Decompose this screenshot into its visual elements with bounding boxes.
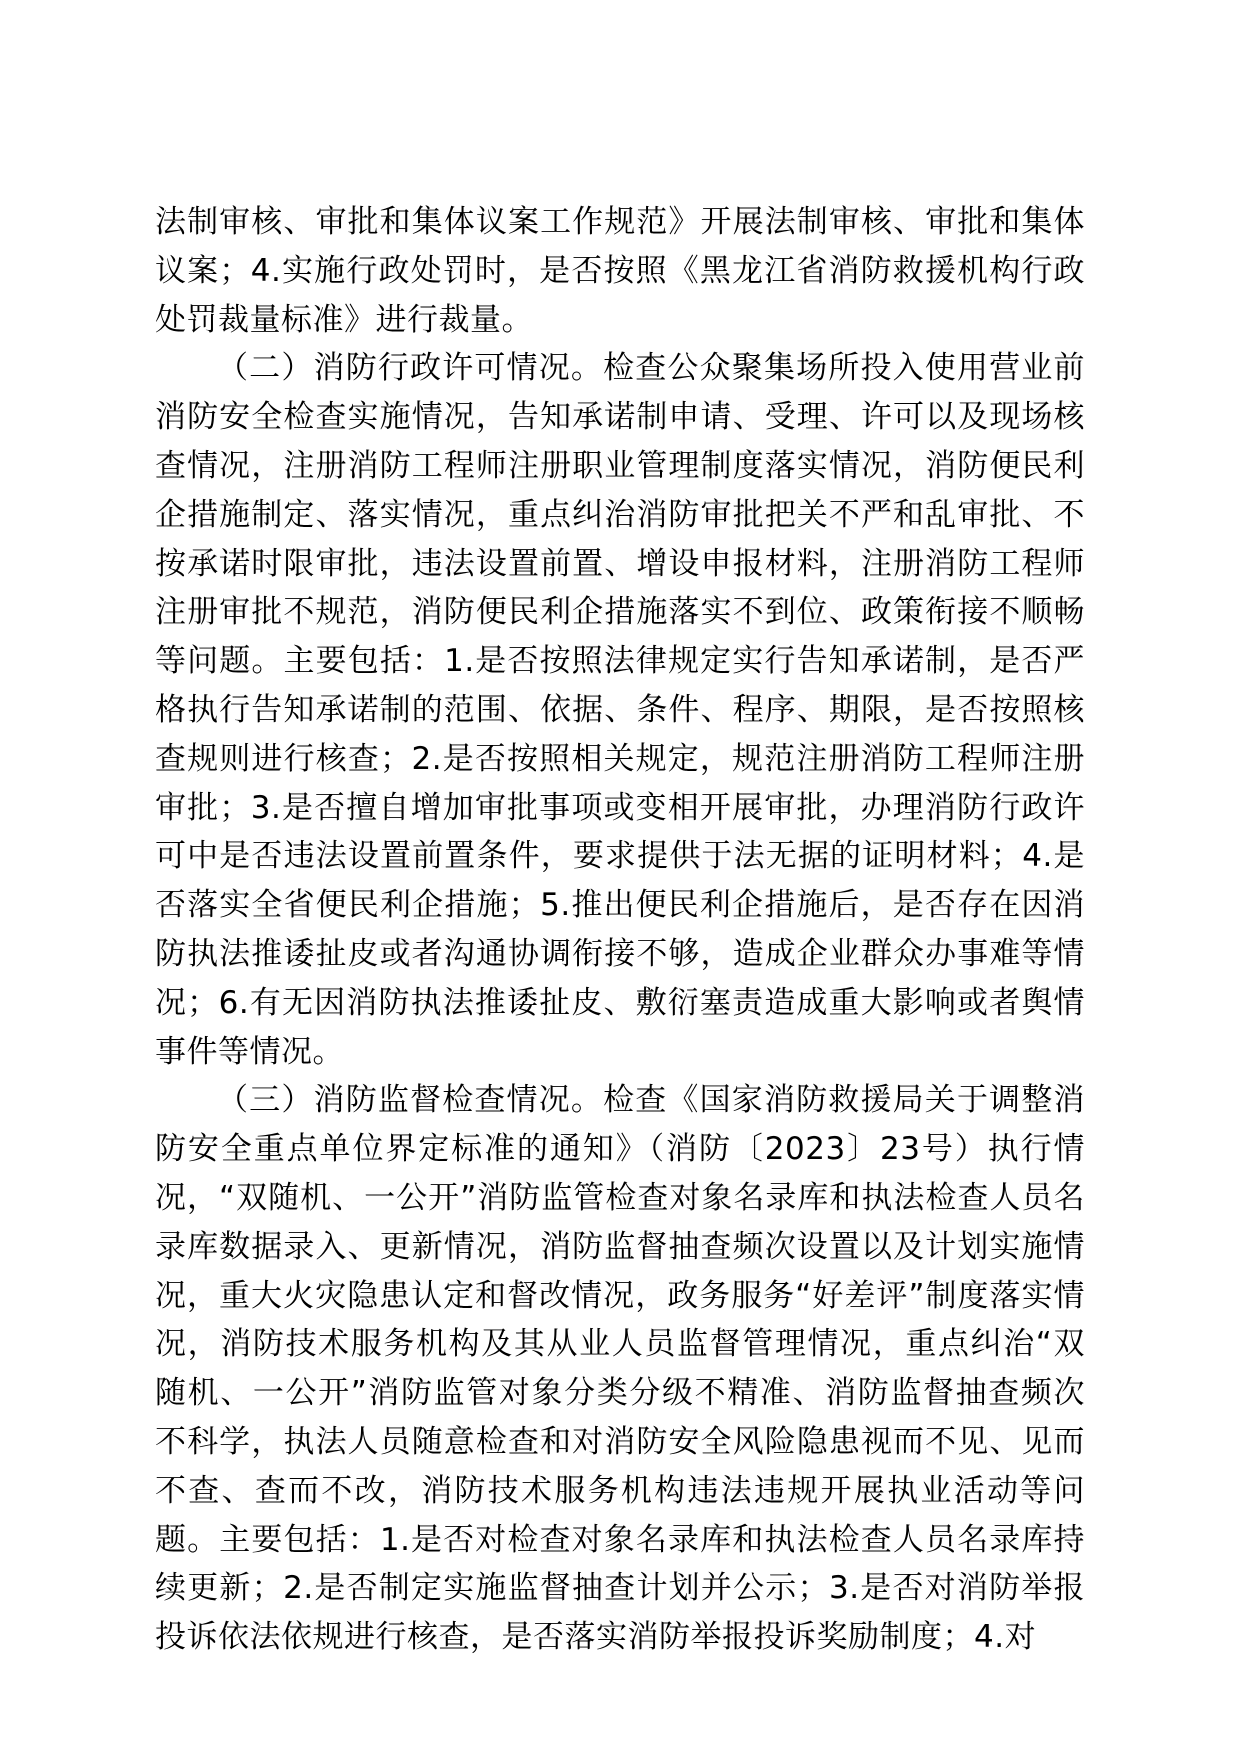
paragraph-section-3-supervision-inspection: （三）消防监督检查情况。检查《国家消防救援局关于调整消防安全重点单位界定标准的通知》（消防〔2023〕23号）执行情况，“双随机、一公开”消防监管检查对象名录库和执法检查人员名录库数据录入、更新情况，消防监督抽查频次设置以及计划实施情况，重大火灾隐患认定和督改情况，政务服务“好差评”制度落实情况，消防技术服务机构及其从业人员监督管理情况，重点纠治“双随机、一公开”消防监管对象分类分级不精准、消防监督抽查频次不科学，执法人员随意检查和对消防安全风险隐患视而不见、见而不查、查而不改，消防技术服务机构违法违规开展执业活动等问题。主要包括：1.是否对检查对象名录库和执法检查人员名录库持续更新；2.是否制定实施监督抽查计划并公示；3.是否对消防举报投诉依法依规进行核查，是否落实消防举报投诉奖励制度；4.对 bbox=[155, 1082, 1085, 1656]
paragraph-continuation: 法制审核、审批和集体议案工作规范》开展法制审核、审批和集体议案；4.实施行政处罚时，是否按照《黑龙江省消防救援机构行政处罚裁量标准》进行裁量。 bbox=[155, 204, 1085, 338]
paragraph-section-2-administrative-licensing: （二）消防行政许可情况。检查公众聚集场所投入使用营业前消防安全检查实施情况，告知承诺制申请、受理、许可以及现场核查情况，注册消防工程师注册职业管理制度落实情况，消防便民利企措施制定、落实情况，重点纠治消防审批把关不严和乱审批、不按承诺时限审批，违法设置前置、增设申报材料，注册消防工程师注册审批不规范，消防便民利企措施落实不到位、政策衔接不顺畅等问题。主要包括：1.是否按照法律规定实行告知承诺制，是否严格执行告知承诺制的范围、依据、条件、程序、期限，是否按照核查规则进行核查；2.是否按照相关规定，规范注册消防工程师注册审批；3.是否擅自增加审批事项或变相开展审批，办理消防行政许可中是否违法设置前置条件，要求提供于法无据的证明材料；4.是否落实全省便民利企措施；5.推出便民利企措施后，是否存在因消防执法推诿扯皮或者沟通协调衔接不够，造成企业群众办事难等情况；6.有无因消防执法推诿扯皮、敷衍塞责造成重大影响或者舆情事件等情况。 bbox=[155, 350, 1085, 1070]
document-body bbox=[155, 198, 1085, 1662]
